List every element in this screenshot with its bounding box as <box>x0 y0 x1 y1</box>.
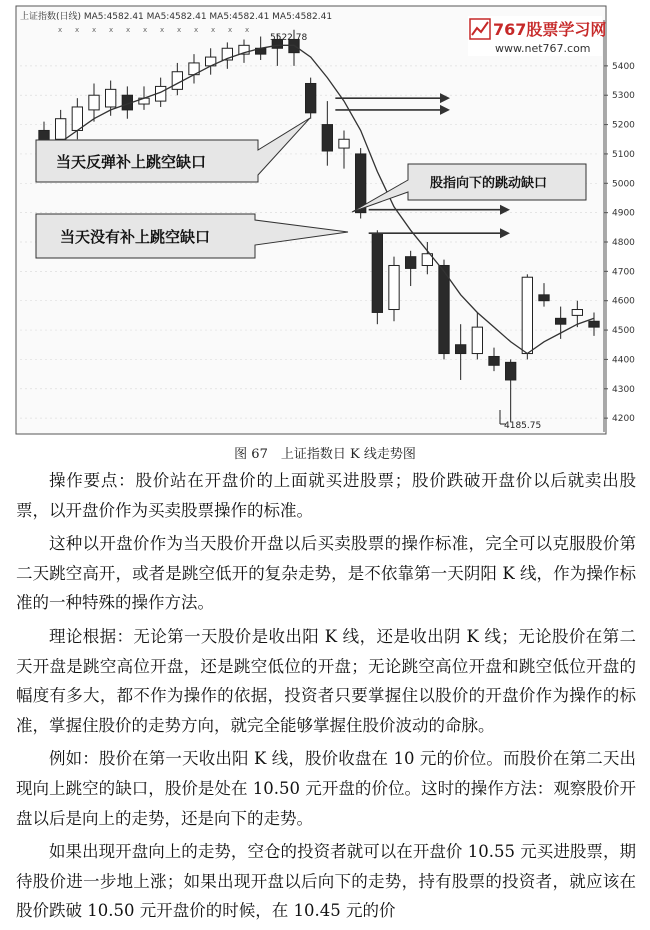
header-marker: x <box>143 26 148 34</box>
index-kline-chart <box>0 0 650 440</box>
watermark-logo <box>468 16 606 56</box>
candle-body <box>322 125 332 151</box>
y-axis <box>604 20 635 432</box>
candle-body <box>406 257 416 269</box>
y-tick-label: 4200 <box>612 414 635 425</box>
callout-down-gap-text: 股指向下的跳动缺口 <box>430 176 548 191</box>
chart-header: 上证指数(日线) MA5:4582.41 MA5:4582.41 MA5:4582.41 MA5:4582.41 <box>20 12 333 22</box>
header-marker: x <box>160 26 165 34</box>
candle-body <box>506 362 516 380</box>
header-marker: x <box>211 26 216 34</box>
callout-rebound-text: 当天反弹补上跳空缺口 <box>56 153 207 171</box>
candle-body <box>589 321 599 327</box>
candle-body <box>356 154 366 213</box>
candle-body <box>56 119 66 140</box>
candle-body <box>372 233 382 312</box>
y-tick-label: 4400 <box>612 355 635 366</box>
y-tick-label: 4800 <box>612 238 635 248</box>
callout-no-fill-text: 当天没有补上跳空缺口 <box>60 228 211 246</box>
candle-body <box>339 139 349 148</box>
header-marker: x <box>109 26 114 34</box>
candle-body <box>306 83 316 112</box>
candle-body <box>489 356 499 365</box>
low-label: 4185.75 <box>504 421 542 431</box>
header-marker: x <box>194 26 199 34</box>
candle-body <box>106 89 116 107</box>
header-marker: x <box>75 26 80 34</box>
article-body <box>16 466 636 930</box>
y-tick-label: 4900 <box>612 208 635 219</box>
paragraph: 如果出现开盘向上的走势，空仓的投资者就可以在开盘价 10.55 元买进股票，期待股价进一步地上涨；如果出现开盘以后向下的走势，持有股票的投资者，就应该在股价跌破 10.50 元开盘价的时候，在 10.45 元的价 <box>16 842 636 921</box>
y-tick-label: 4600 <box>612 296 635 307</box>
header-marker: x <box>126 26 131 34</box>
paragraph: 这种以开盘价作为当天股价开盘以后买卖股票的操作标准，完全可以克服股价第二天跳空高开，或者是跳空低开的复杂走势，是不依靠第一天阴阳 K 线，作为操作标准的一种特殊的操作方法。 <box>16 534 636 613</box>
watermark-brand: 767股票学习网 <box>493 20 607 39</box>
figure-caption: 图 67 上证指数日 K 线走势图 <box>234 447 416 462</box>
candle-body <box>522 277 532 353</box>
y-tick-label: 4500 <box>612 326 635 337</box>
candle-body <box>172 72 182 90</box>
y-tick-label: 5100 <box>612 149 635 160</box>
y-tick-label: 4300 <box>612 384 635 395</box>
candle-body <box>89 95 99 110</box>
header-marker: x <box>228 26 233 34</box>
candle-body <box>472 327 482 353</box>
y-tick-label: 5000 <box>612 179 635 190</box>
candle-body <box>439 265 449 353</box>
header-marker: x <box>177 26 182 34</box>
kline-svg <box>0 0 650 440</box>
candle-body <box>556 318 566 324</box>
y-tick-label: 5400 <box>612 61 635 72</box>
header-marker: x <box>245 26 250 34</box>
y-tick-label: 5200 <box>612 120 635 131</box>
paragraph: 操作要点：股价站在开盘价的上面就买进股票；股价跌破开盘价以后就卖出股票，以开盘价作为买卖股票操作的标准。 <box>16 471 636 520</box>
watermark-url: www.net767.com <box>495 42 591 55</box>
paragraph: 例如：股价在第一天收出阳 K 线，股价收盘在 10 元的价位。而股价在第二天出现向上跳空的缺口，股价是处在 10.50 元开盘的价位。这时的操作方法：观察股价开盘以后是向上的走势，还是向下的走势。 <box>16 749 636 828</box>
paragraph: 理论根据：无论第一天股价是收出阳 K 线，还是收出阴 K 线；无论股价在第二天开盘是跳空高位开盘，还是跳空低位的开盘；无论跳空高位开盘和跳空低位开盘的幅度有多大，都不作为操作的依据，投资者只要掌握住以股价的开盘价作为操作的标准，掌握住股价的走势方向，就完全能够掌握住股价波动的命脉。 <box>16 626 636 735</box>
candle-body <box>572 310 582 316</box>
y-tick-label: 4700 <box>612 267 635 278</box>
header-marker: x <box>92 26 97 34</box>
high-label: 5522.78 <box>270 33 308 43</box>
header-marker: x <box>58 26 63 34</box>
candle-body <box>456 345 466 354</box>
candle-body <box>539 295 549 301</box>
candle-body <box>389 265 399 309</box>
candle-body <box>72 107 82 130</box>
y-tick-label: 5300 <box>612 91 635 102</box>
